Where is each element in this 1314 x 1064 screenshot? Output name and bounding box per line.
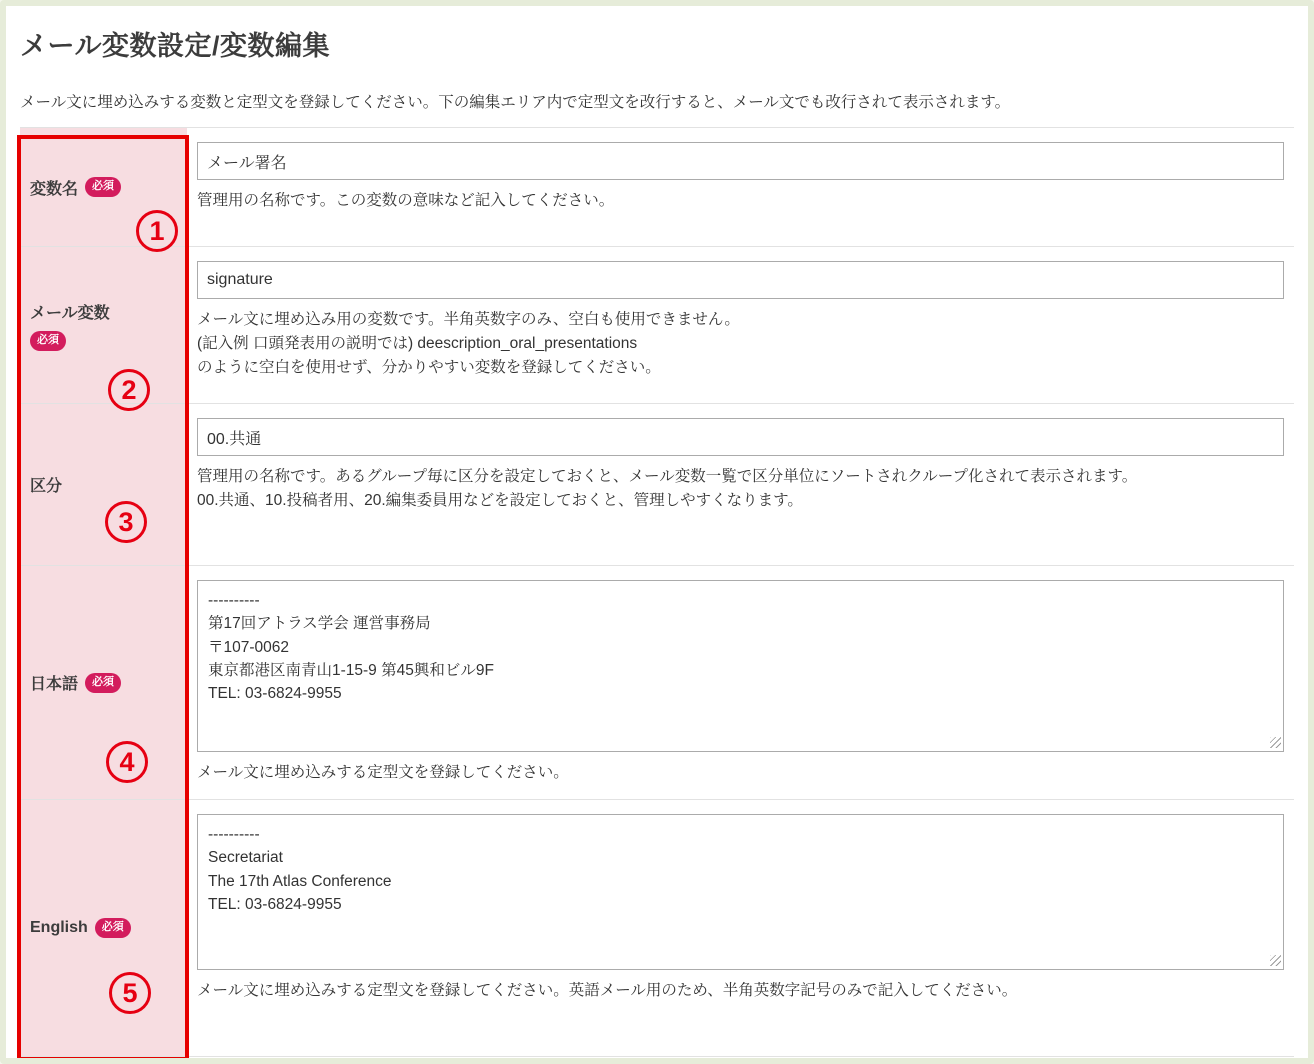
help-text: メール文に埋め込み用の変数です。半角英数字のみ、空白も使用できません。 (記入例 口頭発表用の説明では) deescription_oral_presentations のように空白を使用せず、分かりやすい変数を登録してください。 bbox=[197, 311, 740, 377]
page-title: メール変数設定/変数編集 bbox=[20, 31, 330, 61]
help-text: 管理用の名称です。この変数の意味など記入してください。 bbox=[197, 192, 615, 209]
value-cell-category bbox=[187, 404, 1294, 565]
field-label: 日本語 bbox=[30, 676, 79, 693]
form-row-english-text bbox=[20, 800, 1294, 1057]
help-text: メール文に埋め込みする定型文を登録してください。 bbox=[197, 764, 569, 781]
english-text-textarea[interactable] bbox=[197, 814, 1284, 970]
help-text: メール文に埋め込みする定型文を登録してください。英語メール用のため、半角英数字記号のみで記入してください。 bbox=[197, 982, 1018, 1000]
value-cell-variable-name bbox=[187, 128, 1294, 246]
field-label: English bbox=[30, 919, 88, 937]
label-cell-japanese bbox=[20, 566, 187, 799]
field-label: 区分 bbox=[30, 478, 63, 495]
field-label: 変数名 bbox=[30, 180, 79, 198]
required-badge: 必須 bbox=[85, 177, 121, 197]
form-row-mail-variable bbox=[20, 247, 1294, 404]
category-input[interactable] bbox=[197, 418, 1284, 456]
value-cell-japanese bbox=[187, 566, 1294, 799]
value-cell-mail-variable bbox=[187, 247, 1294, 403]
value-cell-english bbox=[187, 800, 1294, 1056]
annotation-circle-2: 2 bbox=[108, 369, 150, 411]
field-label: メール変数 bbox=[30, 304, 110, 322]
required-badge: 必須 bbox=[95, 918, 131, 938]
label-cell-category bbox=[20, 404, 187, 565]
form-row-japanese-text bbox=[20, 566, 1294, 800]
page-description: メール文に埋め込みする変数と定型文を登録してください。下の編集エリア内で定型文を改行すると、メール文でも改行されて表示されます。 bbox=[20, 94, 1011, 111]
label-cell-mail-variable bbox=[20, 247, 187, 403]
japanese-text-textarea[interactable] bbox=[197, 580, 1284, 752]
mail-variable-input[interactable] bbox=[197, 261, 1284, 299]
help-text: 管理用の名称です。あるグループ毎に区分を設定しておくと、メール変数一覧で区分単位にソートされクループ化されて表示されます。 00.共通、10.投稿者用、20.編集委員用などを設定しておくと、管理しやすくなります。 bbox=[197, 468, 1138, 510]
label-cell-english bbox=[20, 800, 187, 1056]
form-row-category bbox=[20, 404, 1294, 566]
required-badge: 必須 bbox=[30, 331, 66, 351]
variable-form-table bbox=[20, 127, 1294, 1057]
annotation-circle-5: 5 bbox=[109, 972, 151, 1014]
label-cell-variable-name bbox=[20, 128, 187, 246]
annotation-circle-3: 3 bbox=[105, 501, 147, 543]
annotation-circle-4: 4 bbox=[106, 741, 148, 783]
variable-name-input[interactable] bbox=[197, 142, 1284, 180]
required-badge: 必須 bbox=[85, 673, 121, 693]
annotation-circle-1: 1 bbox=[136, 210, 178, 252]
form-row-variable-name bbox=[20, 128, 1294, 247]
